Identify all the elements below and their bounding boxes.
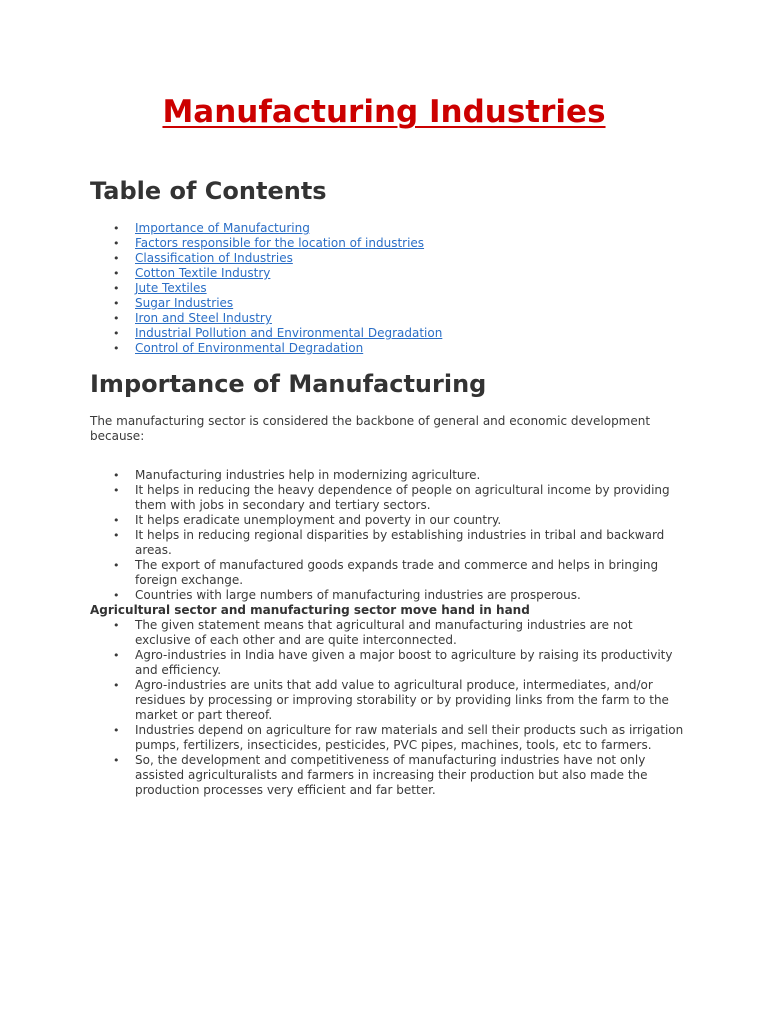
list-item: • The given statement means that agricultural and manufacturing industries are not exclusive of each other and are quite interconnected.: [90, 618, 690, 648]
importance-list: [90, 468, 690, 603]
list-item: • Industries depend on agriculture for raw materials and sell their products such as irrigation pumps, fertilizers, insecticides, pesticides, PVC pipes, machines, tools, etc to farmers.: [90, 723, 690, 753]
toc-item: [90, 311, 690, 326]
toc-link-cotton-textile[interactable]: Cotton Textile Industry: [135, 266, 271, 280]
list-item: • Agro-industries in India have given a major boost to agriculture by raising its productivity and efficiency.: [90, 648, 690, 678]
agro-list: [90, 618, 690, 798]
toc-item: [90, 236, 690, 251]
list-item: • It helps eradicate unemployment and poverty in our country.: [90, 513, 690, 528]
toc-link-importance-of-manufacturing[interactable]: Importance of Manufacturing: [135, 221, 310, 235]
list-item: • Manufacturing industries help in modernizing agriculture.: [90, 468, 690, 483]
toc-item: [90, 266, 690, 281]
list-item: • It helps in reducing regional disparities by establishing industries in tribal and backward areas.: [90, 528, 690, 558]
toc-item: [90, 221, 690, 236]
list-item: • Countries with large numbers of manufacturing industries are prosperous.: [90, 588, 690, 603]
list-item: • The export of manufactured goods expands trade and commerce and helps in bringing foreign exchange.: [90, 558, 690, 588]
list-item: • So, the development and competitiveness of manufacturing industries have not only assisted agriculturalists and farmers in increasing their production but also made the production processes very efficient and far better.: [90, 753, 690, 798]
toc-link-iron-steel[interactable]: Iron and Steel Industry: [135, 311, 272, 325]
list-item: • It helps in reducing the heavy dependence of people on agricultural income by providing them with jobs in secondary and tertiary sectors.: [90, 483, 690, 513]
section-body: [90, 468, 690, 798]
toc-item: [90, 296, 690, 311]
toc-link-factors-location[interactable]: Factors responsible for the location of industries: [135, 236, 425, 250]
toc-item: [90, 341, 690, 356]
list-item: • Agro-industries are units that add value to agricultural produce, intermediates, and/or residues by processing or improving storability or by providing links from the farm to the market or part thereof.: [90, 678, 690, 723]
toc-heading: Table of Contents: [90, 177, 327, 205]
toc-item: [90, 281, 690, 296]
subsection-heading: Agricultural sector and manufacturing sector move hand in hand: [90, 603, 530, 617]
toc-link-classification[interactable]: Classification of Industries: [135, 251, 293, 265]
toc-list: [90, 221, 690, 356]
toc-link-jute-textiles[interactable]: Jute Textiles: [135, 281, 207, 295]
toc-item: [90, 251, 690, 266]
page-title: Manufacturing Industries: [162, 94, 606, 130]
toc-link-industrial-pollution[interactable]: Industrial Pollution and Environmental Degradation: [135, 326, 443, 340]
toc-link-sugar-industries[interactable]: Sugar Industries: [135, 296, 234, 310]
toc-item: [90, 326, 690, 341]
toc-link-control-degradation[interactable]: Control of Environmental Degradation: [135, 341, 364, 355]
section-heading: Importance of Manufacturing: [90, 370, 487, 398]
intro-paragraph: The manufacturing sector is considered the backbone of general and economic development because:: [90, 414, 651, 443]
